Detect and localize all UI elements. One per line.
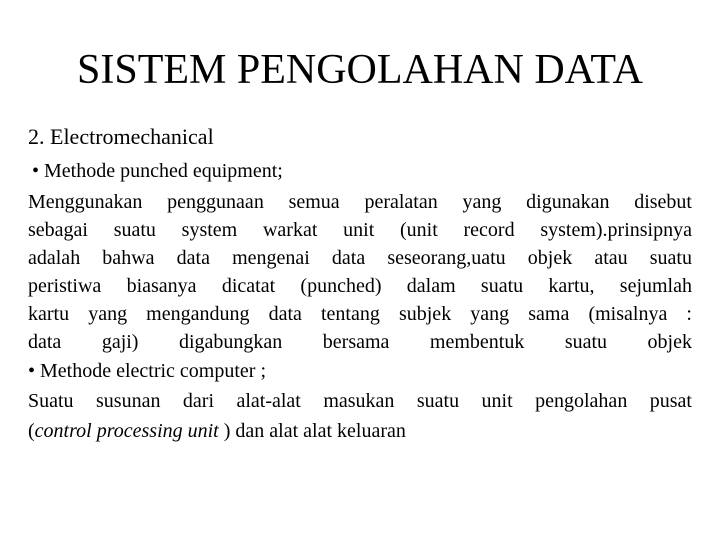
paragraph-line: Suatu susunan dari alat-alat masukan suatu unit pengolahan pusat: [28, 390, 692, 412]
paragraph-line: kartu yang mengandung data tentang subjek yang sama (misalnya :: [28, 303, 692, 325]
paragraph-line-last: [28, 416, 692, 446]
paragraph-punched-equipment: [28, 188, 692, 356]
italic-term: control processing unit: [34, 420, 219, 442]
open-paren: (: [28, 420, 35, 442]
slide-title: SISTEM PENGOLAHAN DATA: [77, 47, 643, 93]
line-rest: ) dan alat alat keluaran: [218, 420, 406, 442]
slide-content: [28, 120, 692, 446]
paragraph-line: sebagai suatu system warkat unit (unit record system).prinsipnya: [28, 219, 692, 241]
paragraph-line: data gaji) digabungkan bersama membentuk suatu objek: [28, 331, 692, 353]
paragraph-electric-computer: [28, 386, 692, 446]
bullet-electric-computer: • Methode electric computer ;: [28, 360, 267, 382]
section-heading: 2. Electromechanical: [28, 124, 214, 149]
paragraph-line: Menggunakan penggunaan semua peralatan yang digunakan disebut: [28, 191, 692, 213]
paragraph-line: peristiwa biasanya dicatat (punched) dalam suatu kartu, sejumlah: [28, 275, 692, 297]
bullet-punched-equipment: • Methode punched equipment;: [32, 160, 283, 182]
paragraph-line: adalah bahwa data mengenai data seseorang,uatu objek atau suatu: [28, 247, 692, 269]
